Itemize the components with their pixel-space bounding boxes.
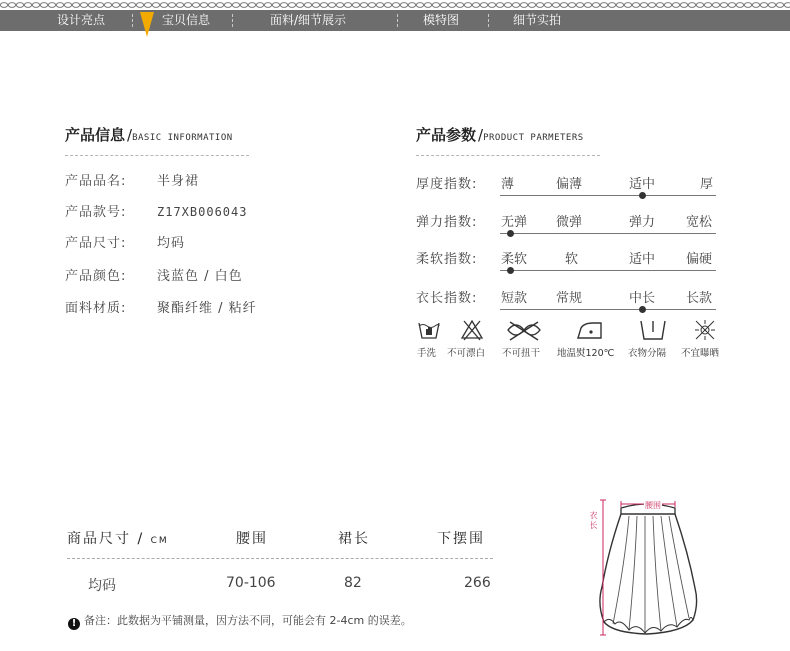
param-option: 微弹	[556, 215, 583, 230]
product-params-subtitle: PRODUCT PARMETERS	[483, 133, 584, 143]
wash-separately-label: 衣物分隔	[628, 348, 667, 359]
param-label: 柔软指数:	[416, 252, 478, 267]
product-params-title	[416, 124, 584, 145]
hand-wash-label: 手洗	[417, 348, 437, 359]
active-tab-marker	[140, 12, 154, 37]
size-table-heading: 商品尺寸	[67, 531, 131, 547]
param-scale-line	[500, 270, 716, 271]
low-iron-icon	[575, 318, 605, 342]
size-cell-hem: 266	[464, 575, 491, 591]
param-selected-marker	[639, 192, 646, 199]
measurement-note	[68, 612, 412, 630]
info-value: 均码	[157, 236, 186, 251]
size-table-divider	[67, 558, 493, 559]
info-value: Z17XB006043	[157, 205, 248, 219]
nav-divider	[488, 14, 489, 27]
nav-divider	[397, 14, 398, 27]
param-option: 适中	[629, 252, 656, 267]
skirt-hem-waves	[604, 618, 693, 634]
param-option: 薄	[501, 177, 515, 192]
length-measure-label: 衣长	[589, 511, 598, 530]
product-info-divider	[65, 155, 249, 156]
param-selected-marker	[507, 267, 514, 274]
param-selected-marker	[507, 230, 514, 237]
info-row-color	[65, 265, 243, 284]
param-option: 厚	[700, 177, 714, 192]
param-label: 衣长指数:	[416, 291, 478, 306]
param-option: 常规	[556, 291, 583, 306]
info-row-style-number	[65, 201, 247, 220]
top-navigation	[0, 0, 790, 31]
info-label: 面料材质:	[65, 301, 127, 316]
nav-divider	[232, 14, 233, 27]
info-label: 产品品名:	[65, 174, 127, 189]
param-option: 宽松	[686, 215, 713, 230]
nav-tab-model-photos[interactable]: 模特图	[423, 13, 460, 27]
chain-border	[0, 0, 790, 10]
no-sun-label: 不宜曝晒	[681, 348, 720, 359]
note-text: 备注：此数据为平铺测量，因方法不同，可能会有 2-4cm 的误差。	[84, 614, 412, 627]
title-slash: /	[137, 531, 145, 547]
product-info-heading: 产品信息	[65, 126, 126, 144]
column-header-hem: 下摆围	[437, 531, 485, 547]
nav-bar	[0, 10, 790, 31]
low-iron-label: 地温熨120℃	[557, 348, 615, 359]
param-scale-line	[500, 233, 716, 234]
info-value: 聚酯纤维 / 粘纤	[157, 301, 257, 316]
param-label: 弹力指数:	[416, 215, 478, 230]
info-row-name	[65, 170, 199, 189]
param-option: 软	[565, 252, 579, 267]
product-params-heading: 产品参数	[416, 126, 477, 144]
column-header-length: 裙长	[338, 531, 370, 547]
size-cell-size: 均码	[88, 578, 116, 594]
size-unit: CM	[150, 536, 169, 546]
param-option: 适中	[629, 177, 656, 192]
param-option: 偏硬	[686, 252, 713, 267]
size-cell-waist: 70-106	[226, 575, 276, 591]
nav-tab-design-highlights[interactable]: 设计亮点	[57, 13, 106, 27]
hand-wash-icon	[417, 318, 441, 342]
info-value: 半身裙	[157, 174, 200, 189]
no-bleach-icon	[460, 318, 484, 342]
product-info-subtitle: BASIC INFORMATION	[132, 133, 233, 143]
wash-separately-icon	[638, 318, 668, 342]
waist-measure-label: 腰围	[645, 501, 661, 510]
param-option: 中长	[629, 291, 656, 306]
product-info-title	[65, 124, 233, 145]
skirt-pleats	[613, 516, 689, 633]
title-slash: /	[478, 126, 484, 144]
skirt-measurement-diagram	[585, 492, 710, 642]
warning-icon: !	[68, 618, 80, 630]
info-label: 产品尺寸:	[65, 236, 127, 251]
info-row-material	[65, 297, 257, 316]
param-option: 短款	[501, 291, 528, 306]
nav-tab-fabric-details[interactable]: 面料/细节展示	[270, 13, 347, 27]
size-table-title	[67, 528, 169, 548]
product-params-divider	[416, 155, 600, 156]
no-bleach-label: 不可漂白	[447, 348, 486, 359]
param-option: 无弹	[501, 215, 528, 230]
measurement-markers	[600, 500, 675, 635]
param-option: 偏薄	[556, 177, 583, 192]
param-selected-marker	[639, 306, 646, 313]
info-value: 浅蓝色 / 白色	[157, 269, 243, 284]
info-label: 产品款号:	[65, 205, 127, 220]
nav-tab-detail-photos[interactable]: 细节实拍	[513, 13, 562, 27]
info-label: 产品颜色:	[65, 269, 127, 284]
column-header-waist: 腰围	[236, 531, 268, 547]
no-wring-label: 不可扭干	[502, 348, 541, 359]
title-slash: /	[127, 126, 133, 144]
nav-divider	[132, 14, 133, 27]
param-option: 弹力	[629, 215, 656, 230]
size-cell-length: 82	[344, 575, 362, 591]
param-label: 厚度指数:	[416, 177, 478, 192]
no-sun-icon	[693, 318, 717, 342]
param-scale-line	[500, 195, 716, 196]
param-scale-line	[500, 309, 716, 310]
param-option: 柔软	[501, 252, 528, 267]
no-wring-icon	[504, 318, 544, 342]
param-option: 长款	[686, 291, 713, 306]
info-row-size	[65, 232, 185, 251]
nav-tab-product-info[interactable]: 宝贝信息	[162, 13, 211, 27]
